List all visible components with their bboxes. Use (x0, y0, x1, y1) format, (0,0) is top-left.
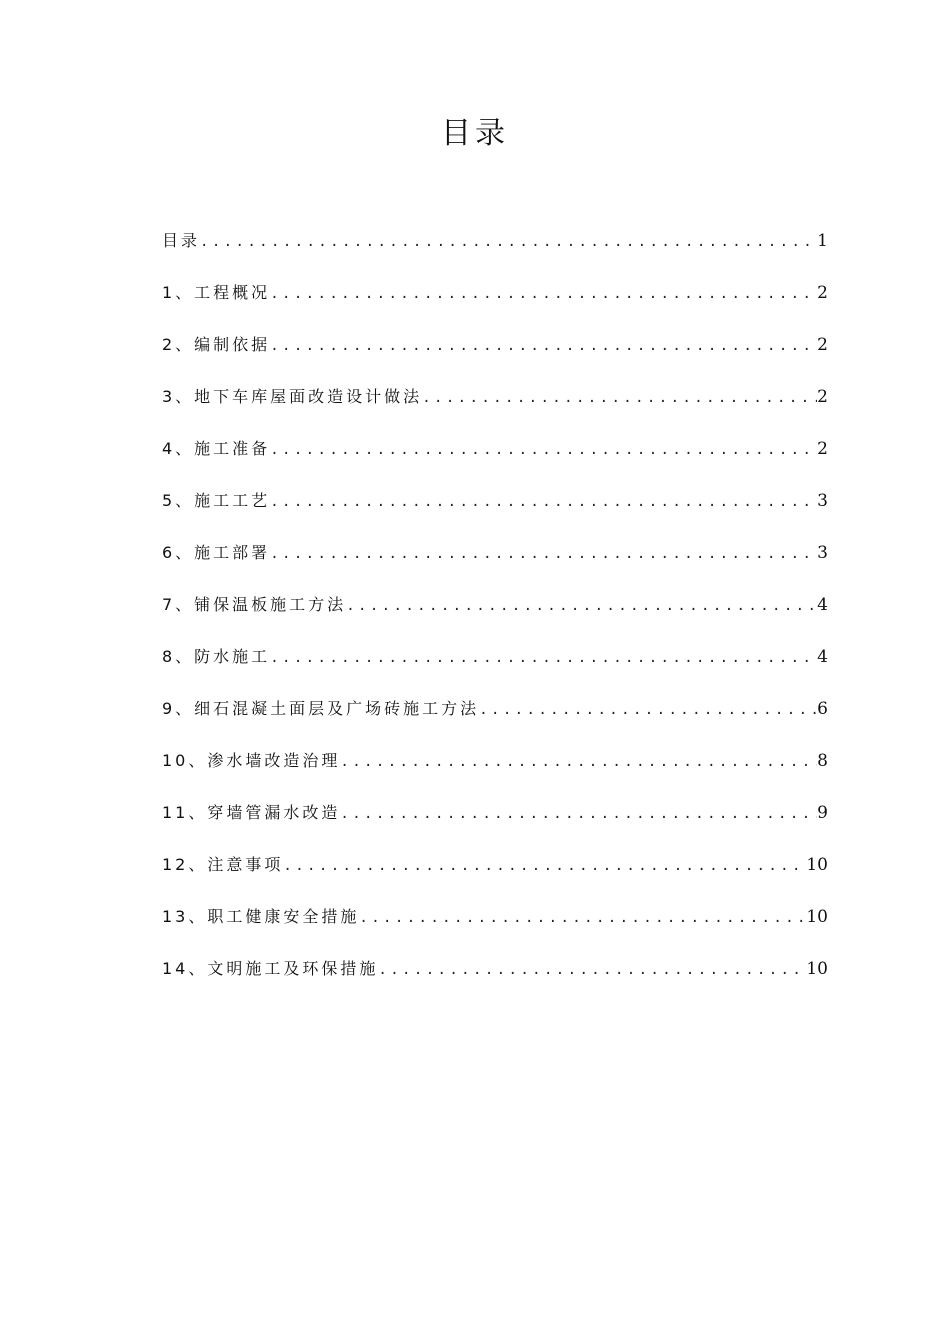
toc-entry[interactable] (162, 592, 828, 644)
toc-entry[interactable] (162, 852, 828, 904)
toc-entry-label: 10、渗水墙改造治理 (162, 751, 341, 770)
toc-entry-page: 3 (817, 543, 828, 563)
toc-entry-page: 10 (806, 855, 828, 875)
toc-leader-dots (200, 234, 817, 250)
toc-entry-page: 1 (817, 231, 828, 251)
toc-leader-dots (340, 754, 817, 770)
toc-entry-page: 8 (817, 751, 828, 771)
table-of-contents (162, 228, 828, 1008)
toc-entry-page: 10 (806, 959, 828, 979)
toc-entry-label: 1、工程概况 (162, 283, 271, 302)
toc-entry[interactable] (162, 332, 828, 384)
toc-entry[interactable] (162, 748, 828, 800)
page-title: 目录 (441, 116, 509, 151)
toc-leader-dots (378, 962, 806, 978)
toc-entry[interactable] (162, 904, 828, 956)
toc-entry-label: 3、地下车库屋面改造设计做法 (162, 387, 423, 406)
toc-entry-page: 10 (806, 907, 828, 927)
toc-entry[interactable] (162, 436, 828, 488)
toc-leader-dots (270, 338, 817, 354)
toc-entry-label: 4、施工准备 (162, 439, 271, 458)
toc-leader-dots (270, 650, 817, 666)
toc-entry-label: 13、职工健康安全措施 (162, 907, 360, 926)
toc-entry-page: 6 (817, 699, 828, 719)
toc-entry-page: 2 (817, 283, 828, 303)
toc-entry-label: 2、编制依据 (162, 335, 271, 354)
toc-entry-label: 7、铺保温板施工方法 (162, 595, 347, 614)
toc-entry[interactable] (162, 540, 828, 592)
toc-entry[interactable] (162, 384, 828, 436)
toc-entry[interactable] (162, 280, 828, 332)
toc-leader-dots (479, 702, 817, 718)
toc-entry-label: 目录 (162, 231, 201, 250)
toc-entry[interactable] (162, 228, 828, 280)
toc-leader-dots (340, 806, 817, 822)
toc-entry-page: 2 (817, 335, 828, 355)
toc-entry[interactable] (162, 488, 828, 540)
toc-leader-dots (283, 858, 806, 874)
toc-entry[interactable] (162, 696, 828, 748)
toc-entry-label: 11、穿墙管漏水改造 (162, 803, 341, 822)
toc-entry-label: 14、文明施工及环保措施 (162, 959, 379, 978)
toc-leader-dots (422, 390, 817, 406)
toc-entry[interactable] (162, 644, 828, 696)
toc-entry-page: 2 (817, 439, 828, 459)
toc-leader-dots (346, 598, 817, 614)
toc-entry-page: 2 (817, 387, 828, 407)
toc-leader-dots (359, 910, 806, 926)
toc-entry-page: 4 (817, 647, 828, 667)
toc-entry-page: 9 (817, 803, 828, 823)
toc-entry-label: 12、注意事项 (162, 855, 284, 874)
toc-entry[interactable] (162, 956, 828, 1008)
toc-leader-dots (270, 546, 817, 562)
toc-leader-dots (270, 286, 817, 302)
toc-entry-page: 3 (817, 491, 828, 511)
toc-leader-dots (270, 494, 817, 510)
toc-entry-label: 6、施工部署 (162, 543, 271, 562)
toc-leader-dots (270, 442, 817, 458)
toc-entry-label: 9、细石混凝土面层及广场砖施工方法 (162, 699, 480, 718)
toc-entry-label: 8、防水施工 (162, 647, 271, 666)
toc-entry-page: 4 (817, 595, 828, 615)
toc-entry[interactable] (162, 800, 828, 852)
toc-entry-label: 5、施工工艺 (162, 491, 271, 510)
